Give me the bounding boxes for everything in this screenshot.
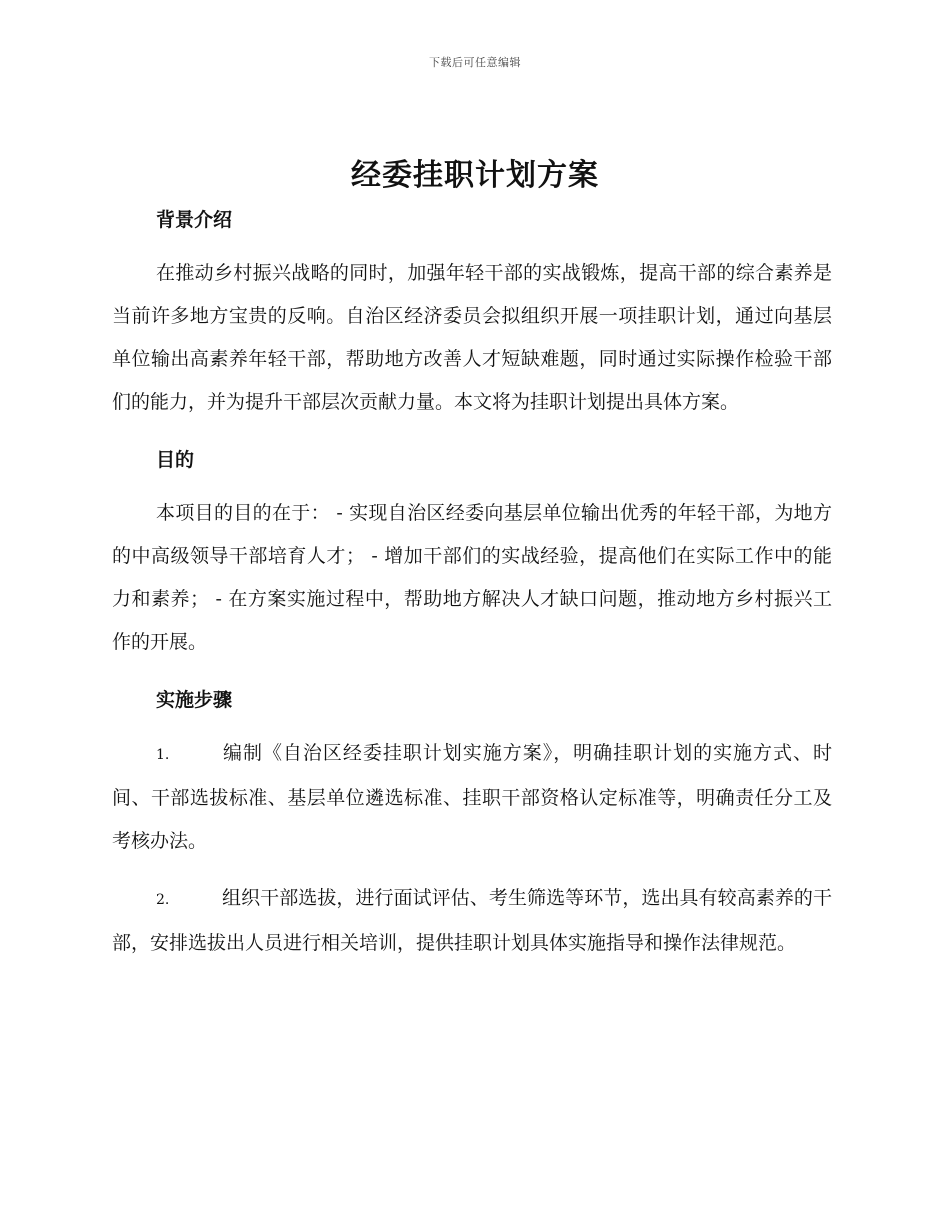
step-text: 组织干部选拔，进行面试评估、考生筛选等环节，选出具有较高素养的干部，安排选拔出人员进行相关培训，提供挂职计划具体实施指导和操作法律规范。 <box>112 887 832 954</box>
document-title: 经委挂职计划方案 <box>351 158 599 193</box>
section-heading-steps: 实施步骤 <box>156 689 233 711</box>
step-text: 编制《自治区经委挂职计划实施方案》，明确挂职计划的实施方式、时间、干部选拔标准、基层单位遴选标准、挂职干部资格认定标准等，明确责任分工及考核办法。 <box>112 742 832 852</box>
step-item <box>112 877 832 965</box>
page-header-note: 下载后可任意编辑 <box>429 56 521 69</box>
step-number: 1. <box>156 747 170 763</box>
step-item <box>112 732 832 863</box>
section-heading-background: 背景介绍 <box>156 209 233 231</box>
paragraph-background: 在推动乡村振兴战略的同时，加强年轻干部的实战锻炼，提高干部的综合素养是当前许多地方宝贵的反响。自治区经济委员会拟组织开展一项挂职计划，通过向基层单位输出高素养年轻干部，帮助地方改善人才短缺难题，同时通过实际操作检验干部们的能力，并为提升干部层次贡献力量。本文将为挂职计划提出具体方案。 <box>112 262 832 413</box>
document-body <box>112 202 832 965</box>
step-number: 2. <box>156 892 170 908</box>
section-heading-purpose: 目的 <box>156 449 195 471</box>
paragraph-purpose: 本项目的目的在于： - 实现自治区经委向基层单位输出优秀的年轻干部，为地方的中高级领导干部培育人才； - 增加干部们的实战经验，提高他们在实际工作中的能力和素养； - 在方案实施过程中，帮助地方解决人才缺口问题，推动地方乡村振兴工作的开展。 <box>112 502 832 653</box>
